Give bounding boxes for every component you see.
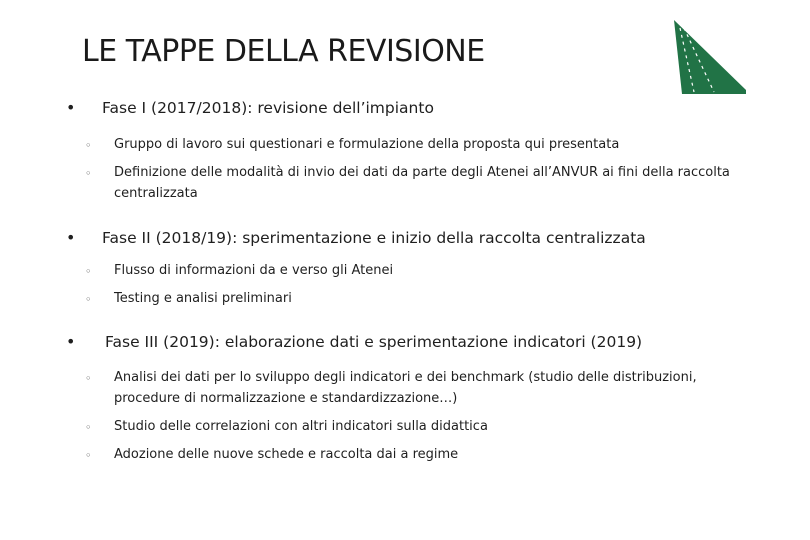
list-item-text: Gruppo di lavoro sui questionari e formulazione della proposta qui presentata — [114, 137, 620, 152]
bullet-icon: • — [66, 228, 76, 247]
phase-heading-text: Fase II (2018/19): sperimentazione e inizio della raccolta centralizzata — [102, 229, 646, 247]
circle-bullet-icon: ◦ — [85, 167, 92, 180]
circle-bullet-icon: ◦ — [85, 139, 92, 152]
list-item-text: Definizione delle modalità di invio dei dati da parte degli Atenei all’ANVUR ai fini della raccolta centralizzata — [114, 165, 730, 201]
list-item-text: Testing e analisi preliminari — [114, 291, 292, 306]
road-logo-icon — [670, 18, 746, 94]
list-item-text: Studio delle correlazioni con altri indicatori sulla didattica — [114, 419, 488, 434]
phase-heading-text: Fase I (2017/2018): revisione dell’impianto — [102, 99, 434, 117]
list-item-text: Adozione delle nuove schede e raccolta dai a regime — [114, 447, 459, 462]
circle-bullet-icon: ◦ — [85, 372, 92, 385]
circle-bullet-icon: ◦ — [85, 293, 92, 306]
circle-bullet-icon: ◦ — [85, 449, 92, 462]
bullet-icon: • — [66, 332, 76, 351]
phase-heading-text: Fase III (2019): elaborazione dati e sperimentazione indicatori (2019) — [105, 333, 643, 351]
list-item-text: Analisi dei dati per lo sviluppo degli indicatori e dei benchmark (studio delle distribuzioni, procedure di normalizzazione e standardizzazione…) — [114, 370, 697, 406]
bullet-icon: • — [66, 98, 76, 117]
slide-title: LE TAPPE DELLA REVISIONE — [82, 34, 485, 69]
list-item-text: Flusso di informazioni da e verso gli Atenei — [114, 263, 394, 278]
circle-bullet-icon: ◦ — [85, 421, 92, 434]
circle-bullet-icon: ◦ — [85, 265, 92, 278]
